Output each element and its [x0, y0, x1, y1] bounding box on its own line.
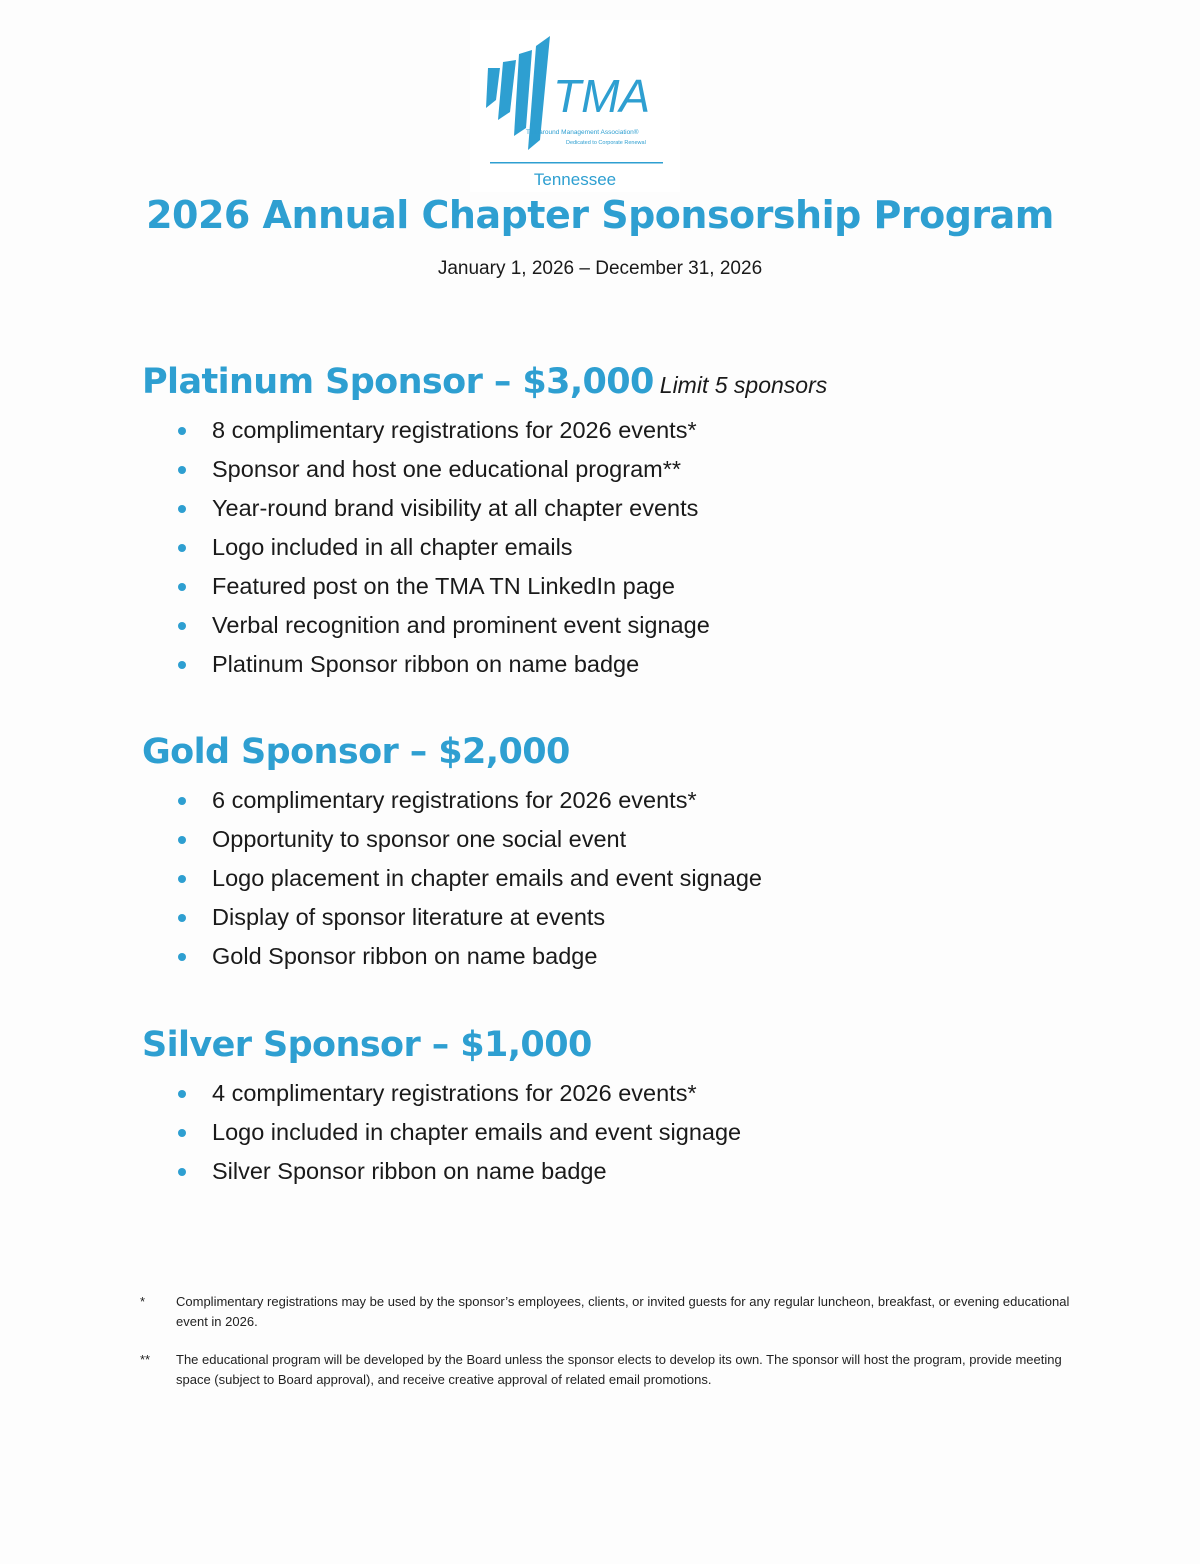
list-item: 6 complimentary registrations for 2026 events* [142, 781, 1102, 820]
footnote-mark: ** [140, 1352, 151, 1367]
list-item: Opportunity to sponsor one social event [142, 820, 1102, 859]
tier-silver [142, 1021, 1102, 1191]
list-item: 8 complimentary registrations for 2026 events* [142, 411, 1102, 450]
list-item: Gold Sponsor ribbon on name badge [142, 937, 1102, 976]
tier-heading [142, 728, 1102, 776]
bullet-icon [178, 914, 186, 922]
bullet-icon [178, 1090, 186, 1098]
footnote [140, 1350, 1070, 1390]
list-item: Featured post on the TMA TN LinkedIn page [142, 567, 1102, 606]
tier-limit: Limit 5 sponsors [659, 372, 828, 398]
bullet-icon [178, 953, 186, 961]
tier-title: Silver Sponsor – $1,000 [142, 1025, 592, 1065]
list-item: Logo placement in chapter emails and event signage [142, 859, 1102, 898]
list-item: Year-round brand visibility at all chapter events [142, 489, 1102, 528]
bullet-icon [178, 622, 186, 630]
list-item: Logo included in all chapter emails [142, 528, 1102, 567]
footnote-text: The educational program will be developed by the Board unless the sponsor elects to develop its own. The sponsor will host the program, provide meeting space (subject to Board approval), and receive creative approval of related email promotions. [176, 1352, 1062, 1387]
bullet-icon [178, 797, 186, 805]
list-item: Silver Sponsor ribbon on name badge [142, 1152, 1102, 1191]
benefit-list [142, 1074, 1102, 1191]
tier-platinum [142, 358, 1102, 684]
bullet-icon [178, 1168, 186, 1176]
footnote [140, 1292, 1070, 1332]
tier-heading [142, 358, 1102, 406]
svg-text:TMA: TMA [553, 70, 651, 122]
program-dates: January 1, 2026 – December 31, 2026 [437, 258, 763, 279]
bullet-icon [178, 1129, 186, 1137]
bullet-icon [178, 875, 186, 883]
page-title: 2026 Annual Chapter Sponsorship Program [146, 193, 1054, 237]
list-item: Display of sponsor literature at events [142, 898, 1102, 937]
list-item: Platinum Sponsor ribbon on name badge [142, 645, 1102, 684]
tier-title: Gold Sponsor – $2,000 [142, 732, 570, 772]
footnotes [140, 1292, 1070, 1408]
list-item: Logo included in chapter emails and event signage [142, 1113, 1102, 1152]
footnote-mark: * [140, 1294, 146, 1309]
list-item: Sponsor and host one educational program** [142, 450, 1102, 489]
svg-text:Tennessee: Tennessee [533, 170, 617, 189]
tma-logo-icon [470, 20, 680, 192]
list-item: Verbal recognition and prominent event signage [142, 606, 1102, 645]
tier-gold [142, 728, 1102, 976]
bullet-icon [178, 583, 186, 591]
benefit-list [142, 411, 1102, 684]
bullet-icon [178, 466, 186, 474]
bullet-icon [178, 661, 186, 669]
bullet-icon [178, 427, 186, 435]
footnote-text: Complimentary registrations may be used by the sponsor’s employees, clients, or invited guests for any regular luncheon, breakfast, or evening educational event in 2026. [176, 1294, 1070, 1329]
svg-text:Dedicated to Corporate Renewal: Dedicated to Corporate Renewal [566, 140, 646, 146]
bullet-icon [178, 544, 186, 552]
bullet-icon [178, 505, 186, 513]
tier-title: Platinum Sponsor – $3,000 [142, 362, 654, 402]
tier-heading [142, 1021, 1102, 1069]
bullet-icon [178, 836, 186, 844]
svg-text:Turnaround Management Associat: Turnaround Management Association® [526, 129, 639, 136]
benefit-list [142, 781, 1102, 976]
tma-tennessee-logo [470, 20, 680, 192]
list-item: 4 complimentary registrations for 2026 events* [142, 1074, 1102, 1113]
